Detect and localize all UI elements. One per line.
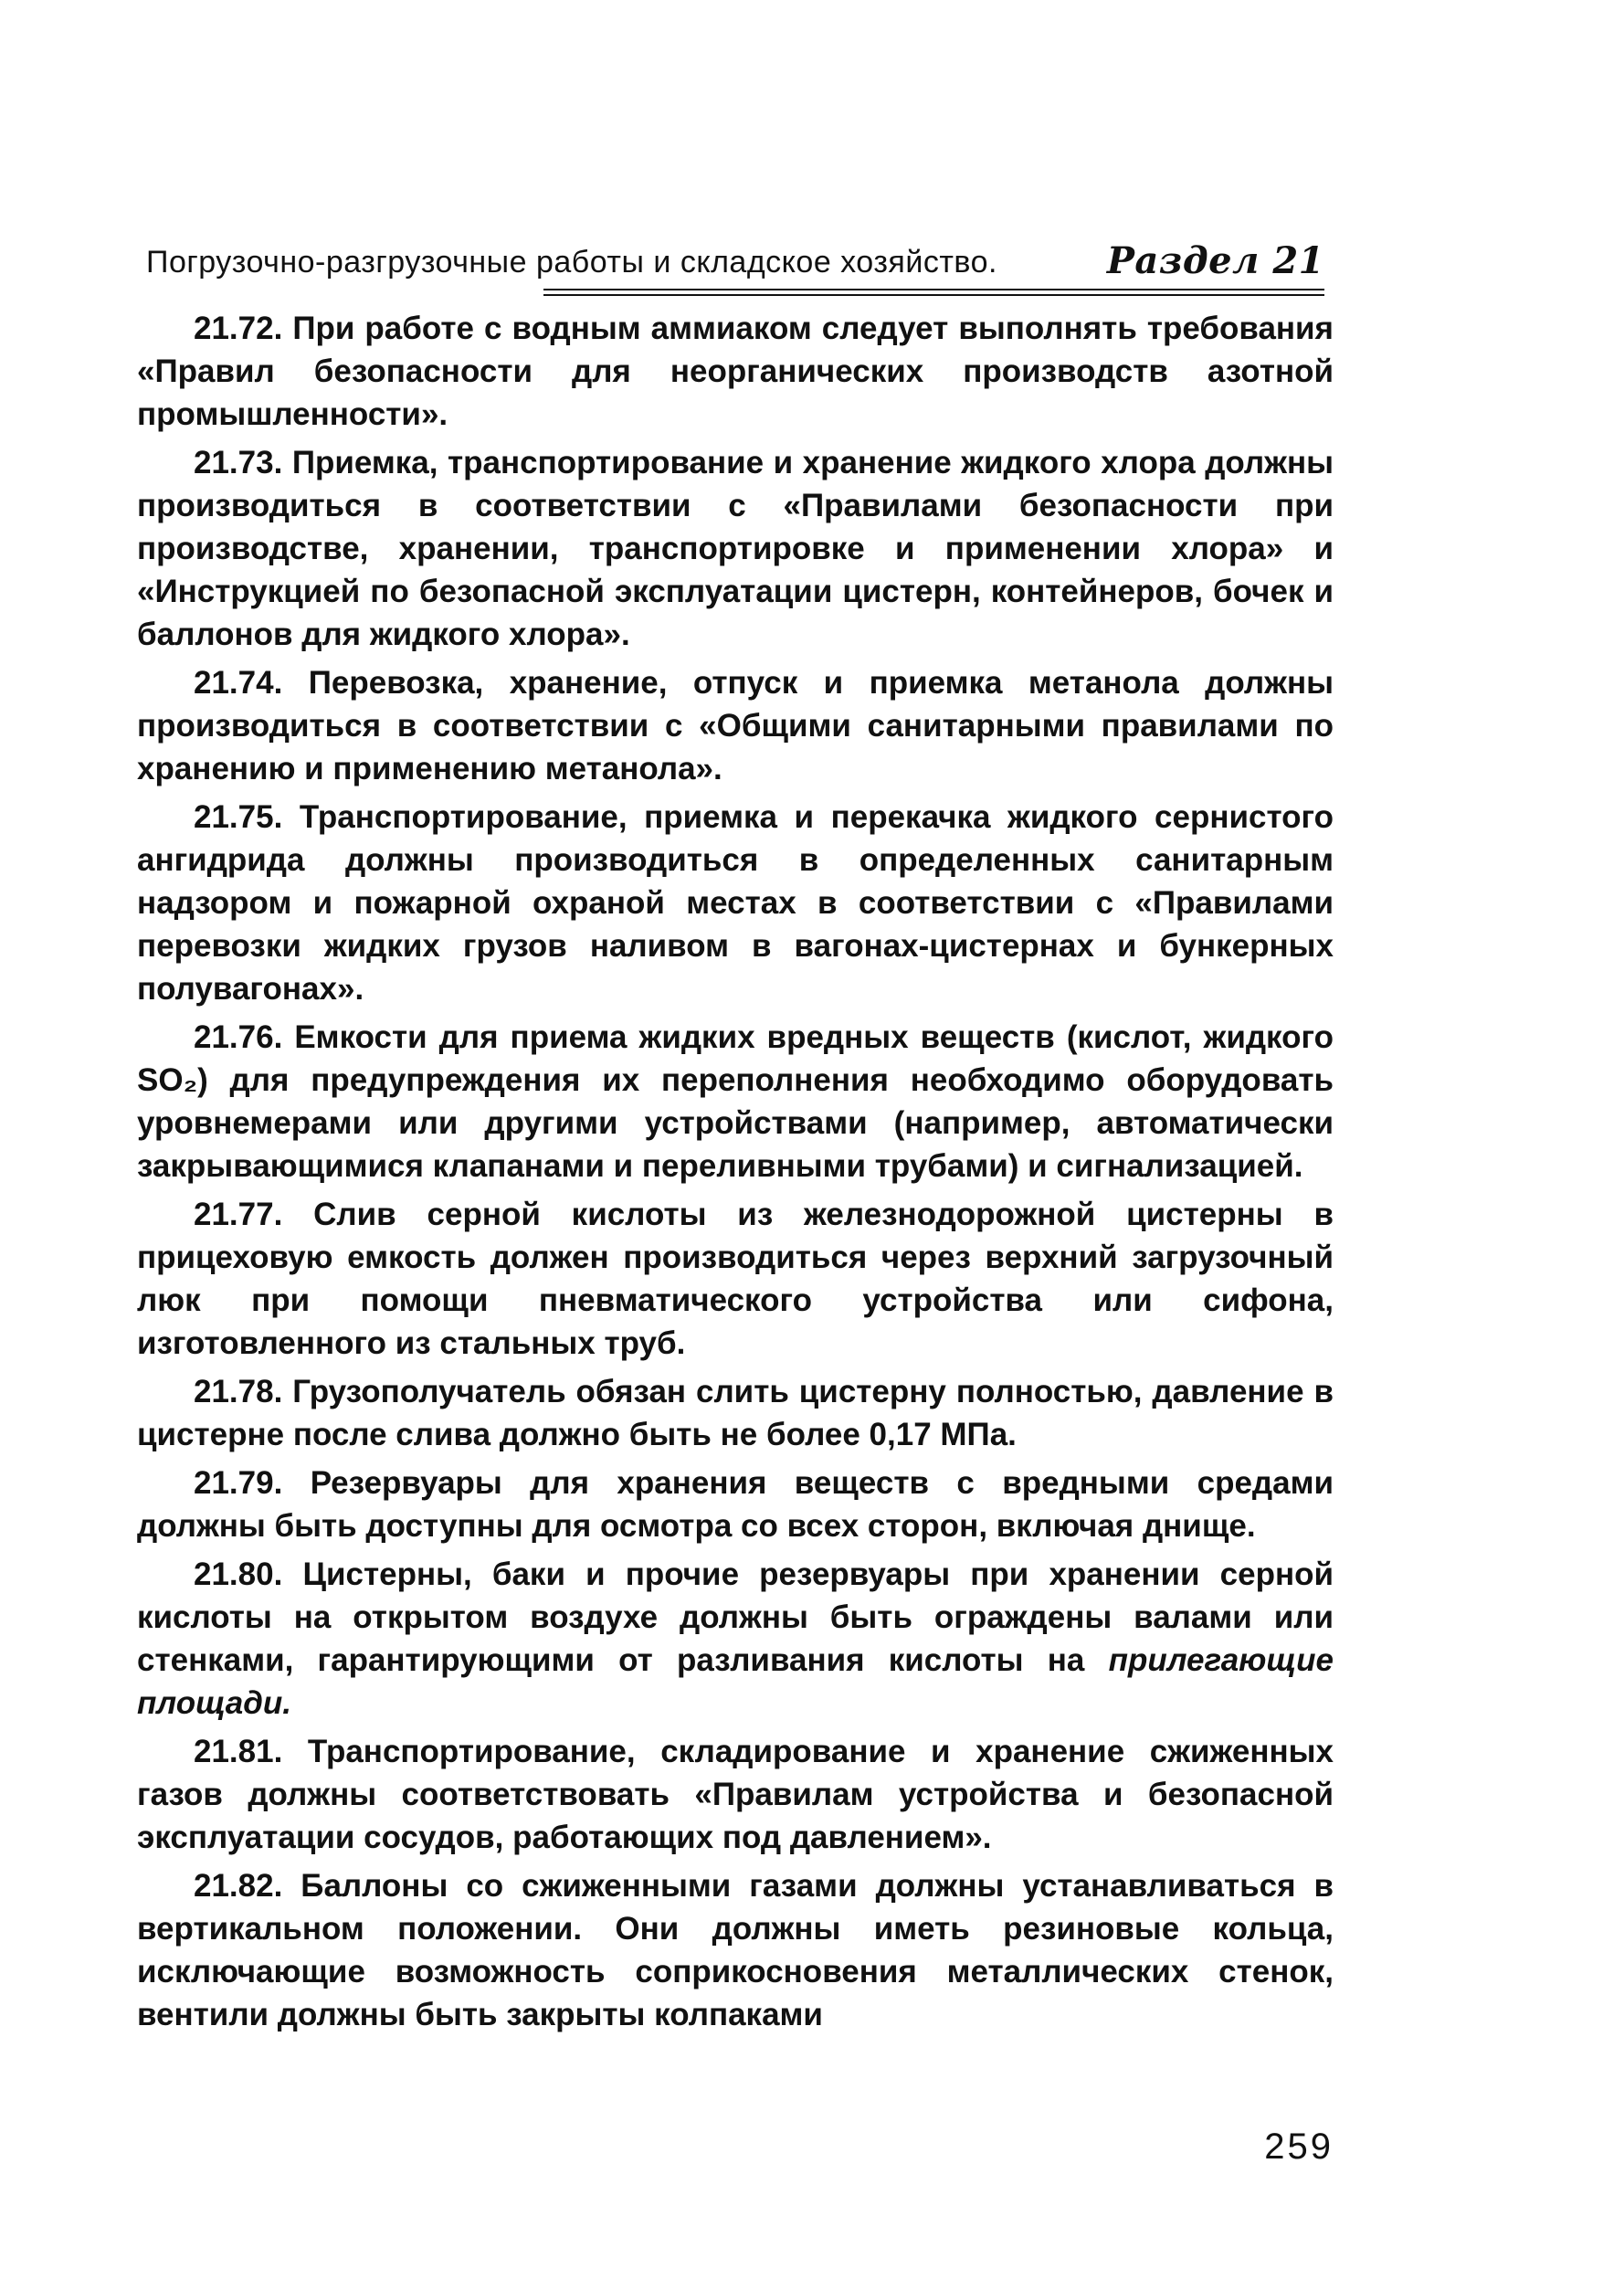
- paragraph-number: 21.79.: [194, 1465, 283, 1501]
- paragraph-text: Цистерны, баки и прочие резервуары при хранении серной кислоты на открытом воздухе должны быть ограждены валами или стенками, гарантирующими от разливания кислоты на: [137, 1557, 1334, 1678]
- paragraph-number: 21.82.: [194, 1868, 283, 1904]
- paragraph-number: 21.76.: [194, 1019, 283, 1055]
- paragraph-number: 21.78.: [194, 1374, 283, 1409]
- paragraph-text: Баллоны со сжиженными газами должны устанавливаться в вертикальном положении. Они должны иметь резиновые кольца, исключающие возможность соприкосновения металлических стенок, вентили должны быть закрыты колпаками: [137, 1868, 1334, 2032]
- running-title: Погрузочно-разгрузочные работы и складское хозяйство.: [146, 245, 997, 280]
- paragraph-text: Приемка, транспортирование и хранение жидкого хлора должны производиться в соответствии с «Правилами безопасности при производстве, хранении, транспортировке и применении хлора» и «Инструкцией по безопасной эксплуатации цистерн, контейнеров, бочек и баллонов для жидкого хлора».: [137, 445, 1334, 652]
- paragraph-21-77: [137, 1193, 1334, 1365]
- paragraph-number: 21.72.: [194, 311, 283, 346]
- paragraph-text: Транспортирование, приемка и перекачка жидкого сернистого ангидрида должны производиться в определенных санитарным надзором и пожарной охраной местах в соответствии с «Правилами перевозки жидких грузов наливом в вагонах-цистернах и бункерных полувагонах».: [137, 799, 1334, 1007]
- paragraph-text: Слив серной кислоты из железнодорожной цистерны в прицеховую емкость должен производиться через верхний загрузочный люк при помощи пневматического устройства или сифона, изготовленного из стальных труб.: [137, 1197, 1334, 1361]
- paragraph-21-79: [137, 1462, 1334, 1547]
- paragraph-text: Грузополучатель обязан слить цистерну полностью, давление в цистерне после слива должно быть не более 0,17 МПа.: [137, 1374, 1334, 1452]
- paragraph-21-72: [137, 307, 1334, 436]
- page-body: [137, 307, 1334, 2042]
- paragraph-number: 21.77.: [194, 1197, 283, 1232]
- page-number: 259: [1264, 2126, 1334, 2167]
- header-rule-secondary: [543, 294, 1324, 296]
- paragraph-21-73: [137, 441, 1334, 656]
- header-rule: [543, 289, 1324, 290]
- paragraph-21-81: [137, 1730, 1334, 1859]
- paragraph-text: Резервуары для хранения веществ с вредными средами должны быть доступны для осмотра со всех сторон, включая днище.: [137, 1465, 1334, 1544]
- paragraph-number: 21.74.: [194, 665, 283, 701]
- paragraph-number: 21.75.: [194, 799, 283, 835]
- paragraph-21-76: [137, 1016, 1334, 1187]
- paragraph-italic-tail: прилегающие площади.: [137, 1642, 1334, 1721]
- paragraph-number: 21.73.: [194, 445, 283, 480]
- paragraph-21-78: [137, 1370, 1334, 1456]
- paragraph-text: Емкости для приема жидких вредных веществ (кислот, жидкого SO₂) для предупреждения их переполнения необходимо оборудовать уровнемерами или другими устройствами (например, автоматически закрывающимися клапанами и переливными трубами) и сигнализацией.: [137, 1019, 1334, 1184]
- section-label: Раздел 21: [1106, 239, 1324, 282]
- running-header: [146, 239, 1324, 290]
- paragraph-21-74: [137, 661, 1334, 790]
- paragraph-text: При работе с водным аммиаком следует выполнять требования «Правил безопасности для неорганических производств азотной промышленности».: [137, 311, 1334, 432]
- paragraph-text: Перевозка, хранение, отпуск и приемка метанола должны производиться в соответствии с «Общими санитарными правилами по хранению и применению метанола».: [137, 665, 1334, 786]
- paragraph-number: 21.80.: [194, 1557, 283, 1592]
- paragraph-text: Транспортирование, складирование и хранение сжиженных газов должны соответствовать «Правилам устройства и безопасной эксплуатации сосудов, работающих под давлением».: [137, 1734, 1334, 1855]
- paragraph-number: 21.81.: [194, 1734, 283, 1769]
- paragraph-21-75: [137, 796, 1334, 1010]
- paragraph-21-80: [137, 1553, 1334, 1725]
- paragraph-21-82: [137, 1864, 1334, 2036]
